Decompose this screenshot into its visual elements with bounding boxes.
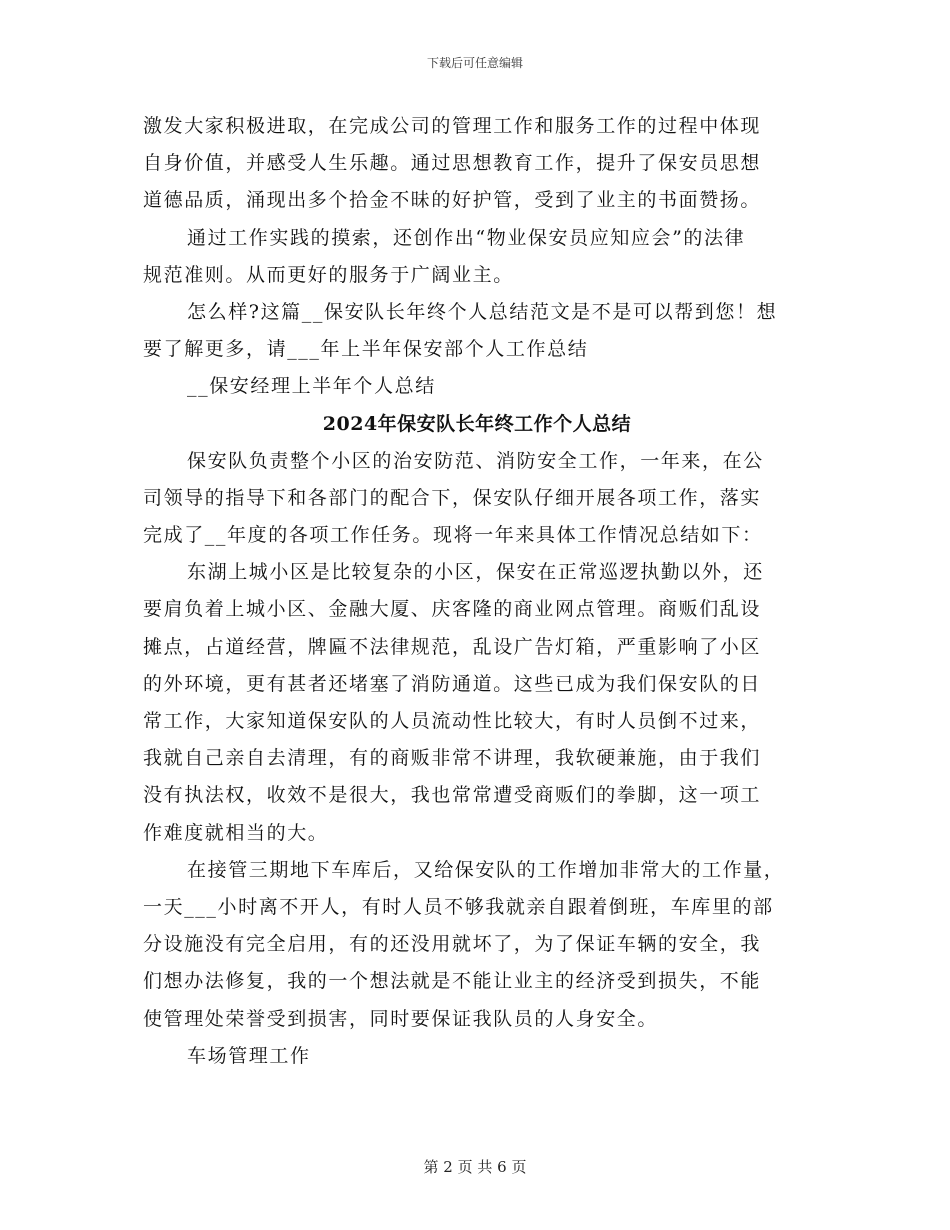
- text-line: 司领导的指导下和各部门的配合下，保安队仔细开展各项工作，落实: [143, 486, 762, 509]
- text-line: 怎么样?这篇__保安队长年终个人总结范文是不是可以帮到您！想: [187, 300, 778, 323]
- section-title: 2024年保安队长年终工作个人总结: [322, 412, 632, 435]
- text-line: 一天___小时离不开人，有时人员不够我就亲自跟着倒班，车库里的部: [143, 895, 774, 918]
- text-line: 完成了__年度的各项工作任务。现将一年来具体工作情况总结如下：: [143, 524, 763, 547]
- text-block-after-title: [143, 443, 811, 1075]
- page-header: 下载后可任意编辑: [426, 56, 523, 70]
- document-body: [143, 108, 811, 1075]
- text-line: 作难度就相当的大。: [143, 821, 329, 844]
- text-line: 没有执法权，收效不是很大，我也常常遭受商贩们的拳脚，这一项工: [143, 784, 762, 807]
- text-line: 规范准则。从而更好的服务于广阔业主。: [143, 263, 514, 286]
- text-line: 使管理处荣誉受到损害，同时要保证我队员的人身安全。: [143, 1007, 659, 1030]
- text-line: 自身价值，并感受人生乐趣。通过思想教育工作，提升了保安员思想: [143, 152, 762, 175]
- text-line: 要了解更多，请___年上半年保安部个人工作总结: [143, 338, 589, 361]
- text-line: 要肩负着上城小区、金融大厦、庆客隆的商业网点管理。商贩们乱设: [143, 598, 762, 621]
- text-line: 东湖上城小区是比较复杂的小区，保安在正常巡逻执勤以外，还: [187, 561, 764, 584]
- text-block-before-title: [143, 108, 811, 406]
- text-line: 我就自己亲自去清理，有的商贩非常不讲理，我软硬兼施，由于我们: [143, 747, 762, 770]
- text-line: 保安队负责整个小区的治安防范、消防安全工作，一年来，在公: [187, 449, 764, 472]
- text-line: 激发大家积极进取，在完成公司的管理工作和服务工作的过程中体现: [143, 115, 762, 137]
- text-line: 通过工作实践的摸索，还创作出“物业保安员应知应会”的法律: [187, 226, 746, 249]
- text-line: 道德品质，涌现出多个拾金不昧的好护管，受到了业主的书面赞扬。: [143, 189, 762, 212]
- text-line: 车场管理工作: [187, 1044, 311, 1067]
- text-line: 常工作，大家知道保安队的人员流动性比较大，有时人员倒不过来，: [143, 710, 762, 732]
- text-line: 分设施没有完全启用，有的还没用就坏了，为了保证车辆的安全，我: [143, 933, 762, 956]
- text-line: 在接管三期地下车库后，又给保安队的工作增加非常大的工作量，: [187, 858, 785, 881]
- text-line: 的外环境，更有甚者还堵塞了消防通道。这些已成为我们保安队的日: [143, 672, 762, 695]
- page-footer: 第 2 页 共 6 页: [423, 1158, 527, 1176]
- text-line: __保安经理上半年个人总结: [187, 375, 436, 398]
- text-line: 摊点，占道经营，牌匾不法律规范，乱设广告灯箱，严重影响了小区: [143, 635, 762, 658]
- text-line: 们想办法修复，我的一个想法就是不能让业主的经济受到损失，不能: [143, 970, 762, 993]
